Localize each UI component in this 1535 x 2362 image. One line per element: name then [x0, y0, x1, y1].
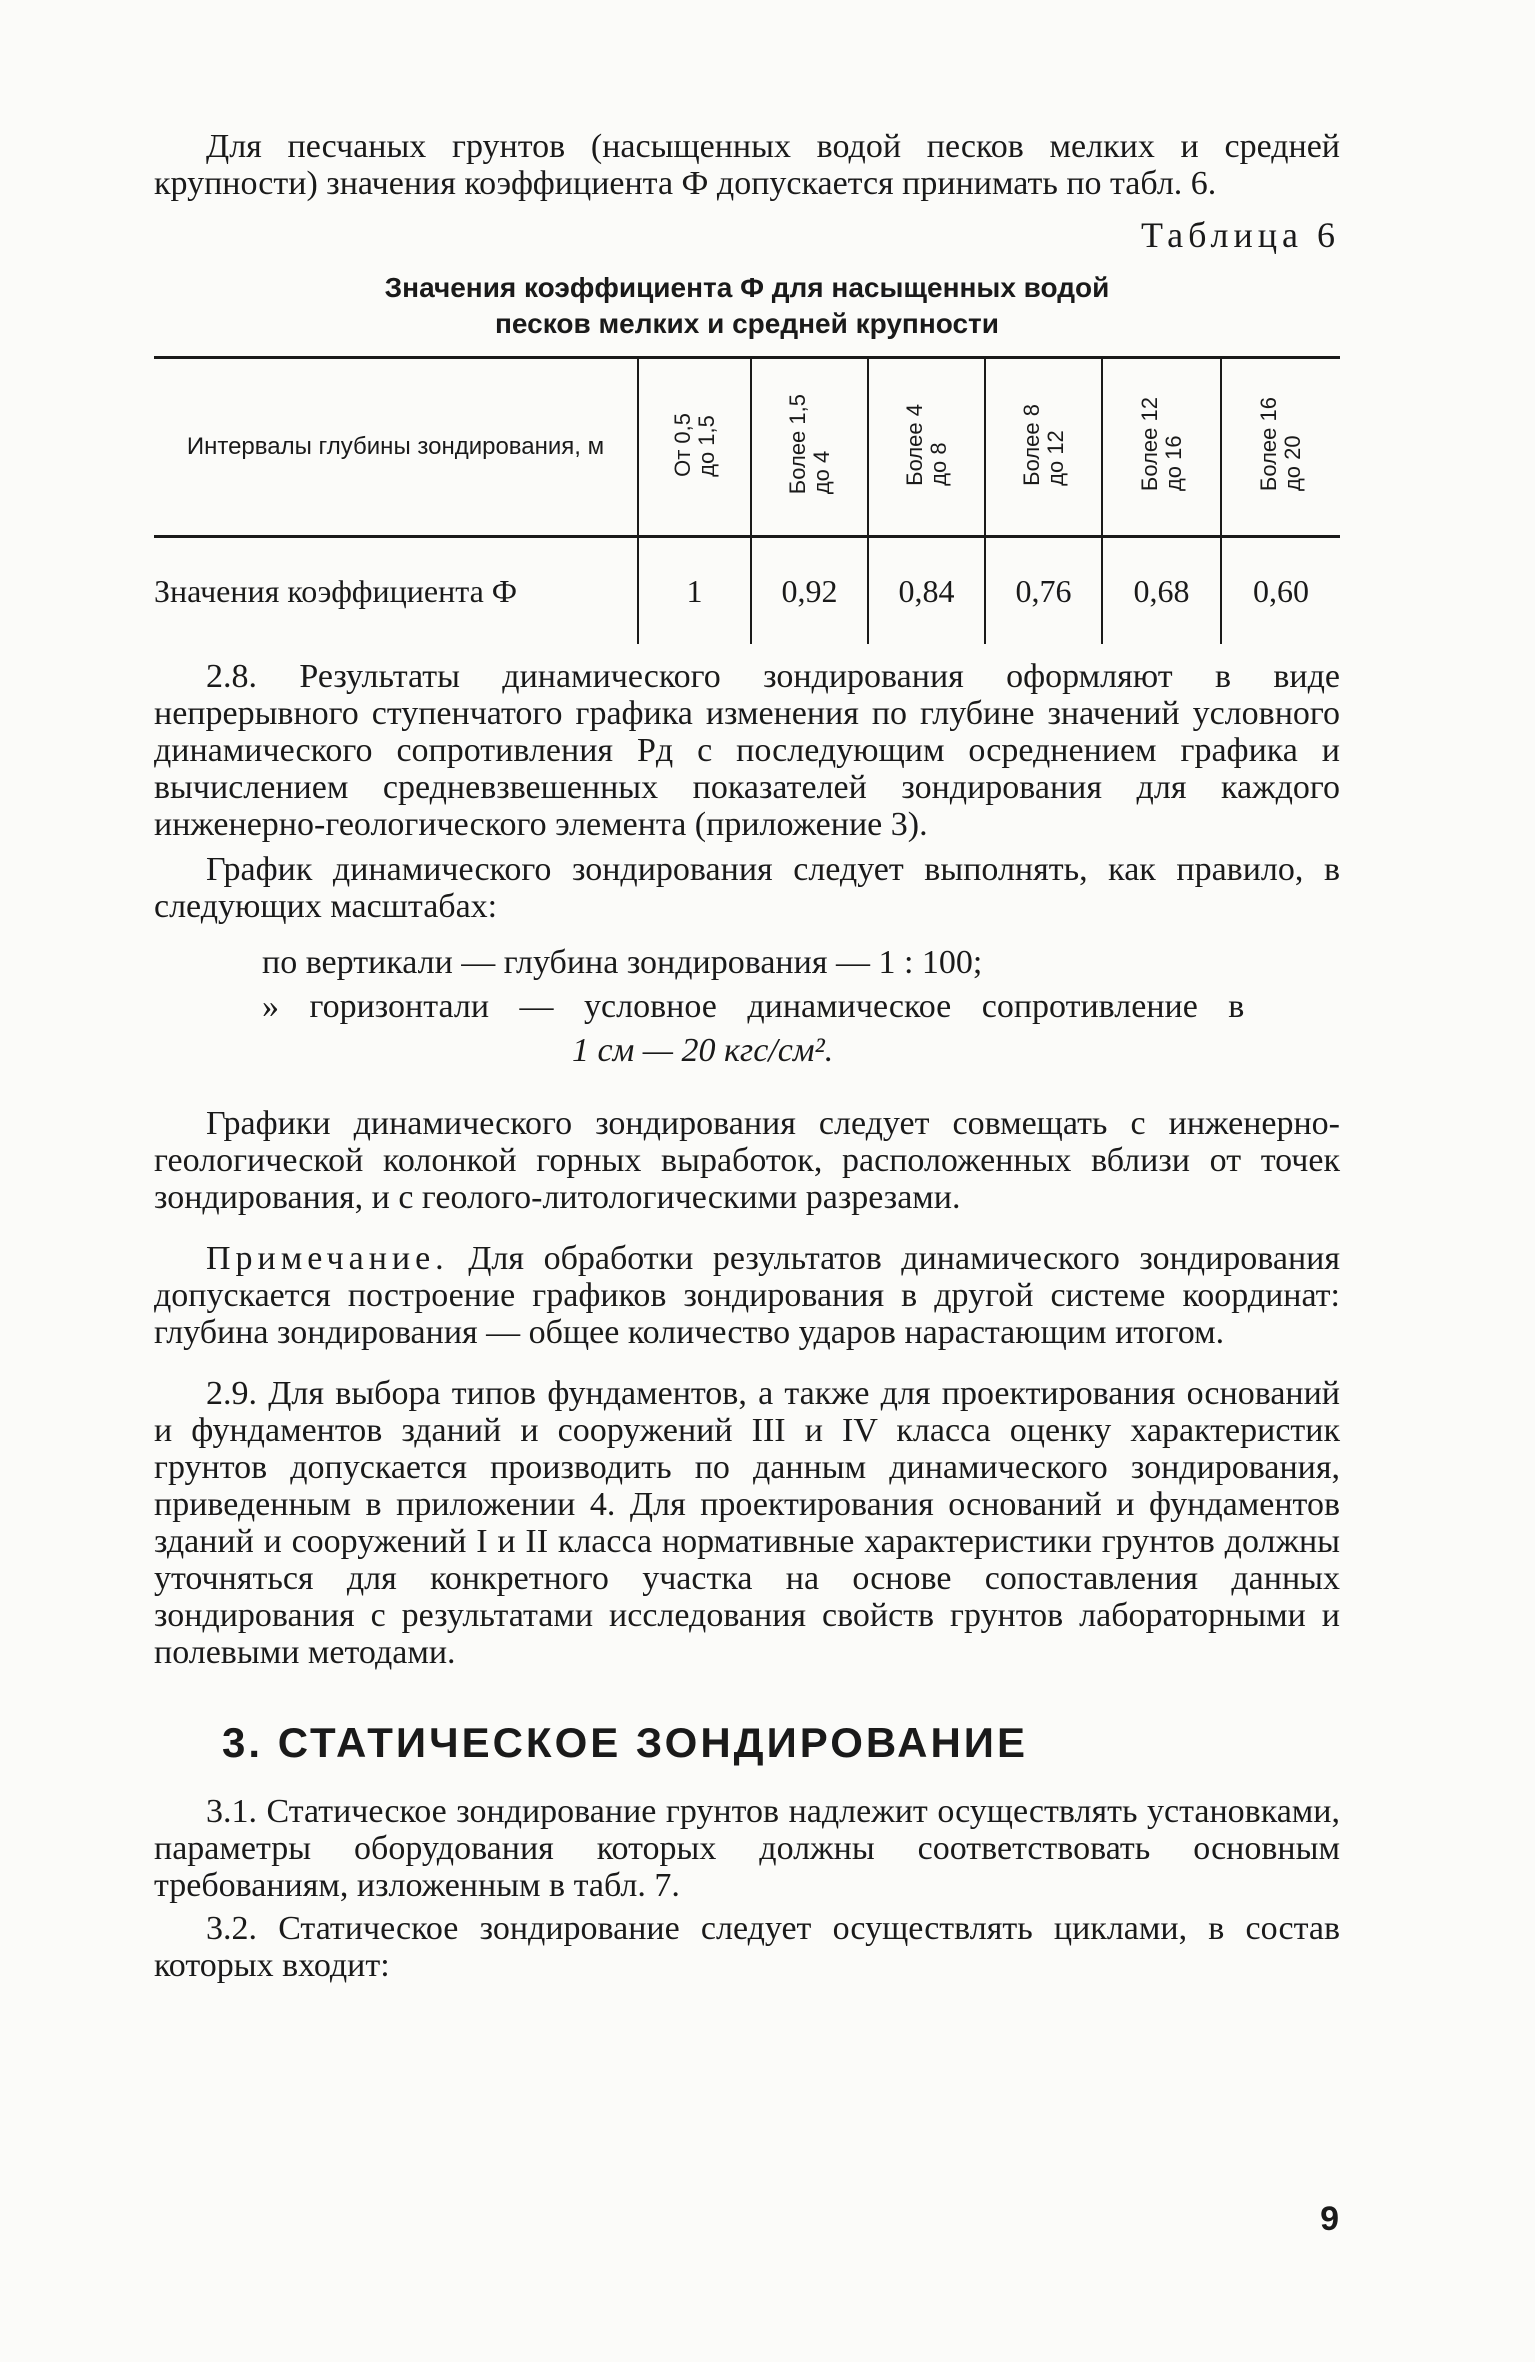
page-content — [154, 128, 1340, 1984]
coefficient-table — [154, 356, 1340, 644]
table-title-line-2: песков мелких и средней крупности — [495, 308, 999, 339]
table-title-line-1: Значения коэффициента Ф для насыщенных водой — [384, 272, 1110, 303]
header-depth-interval-text: Более 16 до 20 — [1256, 397, 1305, 492]
table-caption: Таблица 6 — [1141, 215, 1340, 255]
header-depth-interval-text: Более 4 до 8 — [901, 403, 951, 486]
intro-paragraph: Для песчаных грунтов (насыщенных водой песков мелких и средней крупности) значения коэффициента Ф допускается принимать по табл. 6. — [154, 128, 1340, 202]
coefficient-value: 0,60 — [1221, 537, 1340, 645]
coefficient-value: 0,68 — [1102, 537, 1221, 645]
coefficient-value: 0,76 — [985, 537, 1102, 645]
scale-horizontal-value: 1 см — 20 кгс/см². — [572, 1032, 834, 1069]
paragraph-3-1: 3.1. Статическое зондирование грунтов надлежит осуществлять установками, параметры оборудования которых должны соответствовать основным требованиям, изложенным в табл. 7. — [154, 1793, 1340, 1904]
table-values-row — [154, 537, 1340, 645]
header-depth-interval-text: От 0,5 до 1,5 — [669, 412, 719, 477]
scale-vertical: по вертикали — глубина зондирования — 1 : 100; — [262, 944, 983, 981]
coefficient-value: 0,84 — [868, 537, 985, 645]
header-depth-interval — [1221, 358, 1340, 537]
table-header-row — [154, 358, 1340, 537]
header-depth-interval — [868, 358, 985, 537]
scale-horizontal-text: » горизонтали — условное динамическое сопротивление в — [262, 988, 1245, 1025]
header-depth-interval — [1102, 358, 1221, 537]
paragraph-2-8: 2.8. Результаты динамического зондирования оформляют в виде непрерывного ступенчатого графика изменения по глубине значений условного динамического сопротивления Pд с последующим осреднением графика и вычислением средневзвешенных показателей зондирования для каждого инженерно-геологического элемента (приложение 3). — [154, 658, 1340, 843]
note-label: Примечание. — [206, 1240, 449, 1277]
header-depth-interval-text: Более 12 до 16 — [1136, 397, 1186, 492]
note-text: Для обработки результатов динамического зондирования допускается построение графиков зондирования в другой системе координат: глубина зондирования — общее количество ударов нарастающим итогом. — [154, 1240, 1341, 1351]
scale-horizontal — [154, 985, 1340, 1029]
coefficient-value: 0,92 — [751, 537, 868, 645]
row-coefficient-label: Значения коэффициента Ф — [154, 572, 518, 609]
paragraph-combine-graphs: Графики динамического зондирования следует совмещать с инженерно-геологической колонкой горных выработок, расположенных вблизи от точек зондирования, и с геолого-литологическими разрезами. — [154, 1105, 1340, 1216]
paragraph-2-9: 2.9. Для выбора типов фундаментов, а также для проектирования оснований и фундаментов зданий и сооружений III и IV класса оценку характеристик грунтов допускается производить по данным динамического зондирования, приведенным в приложении 4. Для проектирования оснований и фундаментов зданий и сооружений I и II класса нормативные характеристики грунтов должны уточняться для конкретного участка на основе сопоставления данных зондирования с результатами исследования свойств грунтов лабораторными и полевыми методами. — [154, 1375, 1340, 1671]
header-depth-interval — [638, 358, 751, 537]
page-number: 9 — [1320, 2200, 1339, 2238]
header-depth-interval — [751, 358, 868, 537]
table-title — [154, 270, 1340, 342]
coefficient-value: 1 — [638, 537, 751, 645]
section-heading: 3. СТАТИЧЕСКОЕ ЗОНДИРОВАНИЕ — [222, 1719, 1029, 1766]
header-depth-interval-text: Более 1,5 до 4 — [784, 394, 834, 495]
header-depth-interval-text: Более 8 до 12 — [1018, 403, 1068, 486]
note-paragraph — [154, 1240, 1340, 1351]
header-depth-label: Интервалы глубины зондирования, м — [154, 358, 638, 537]
paragraph-3-2: 3.2. Статическое зондирование следует осуществлять циклами, в состав которых входит: — [154, 1910, 1340, 1984]
header-depth-interval — [985, 358, 1102, 537]
paragraph-graph-scales: График динамического зондирования следует выполнять, как правило, в следующих масштабах: — [154, 851, 1340, 925]
